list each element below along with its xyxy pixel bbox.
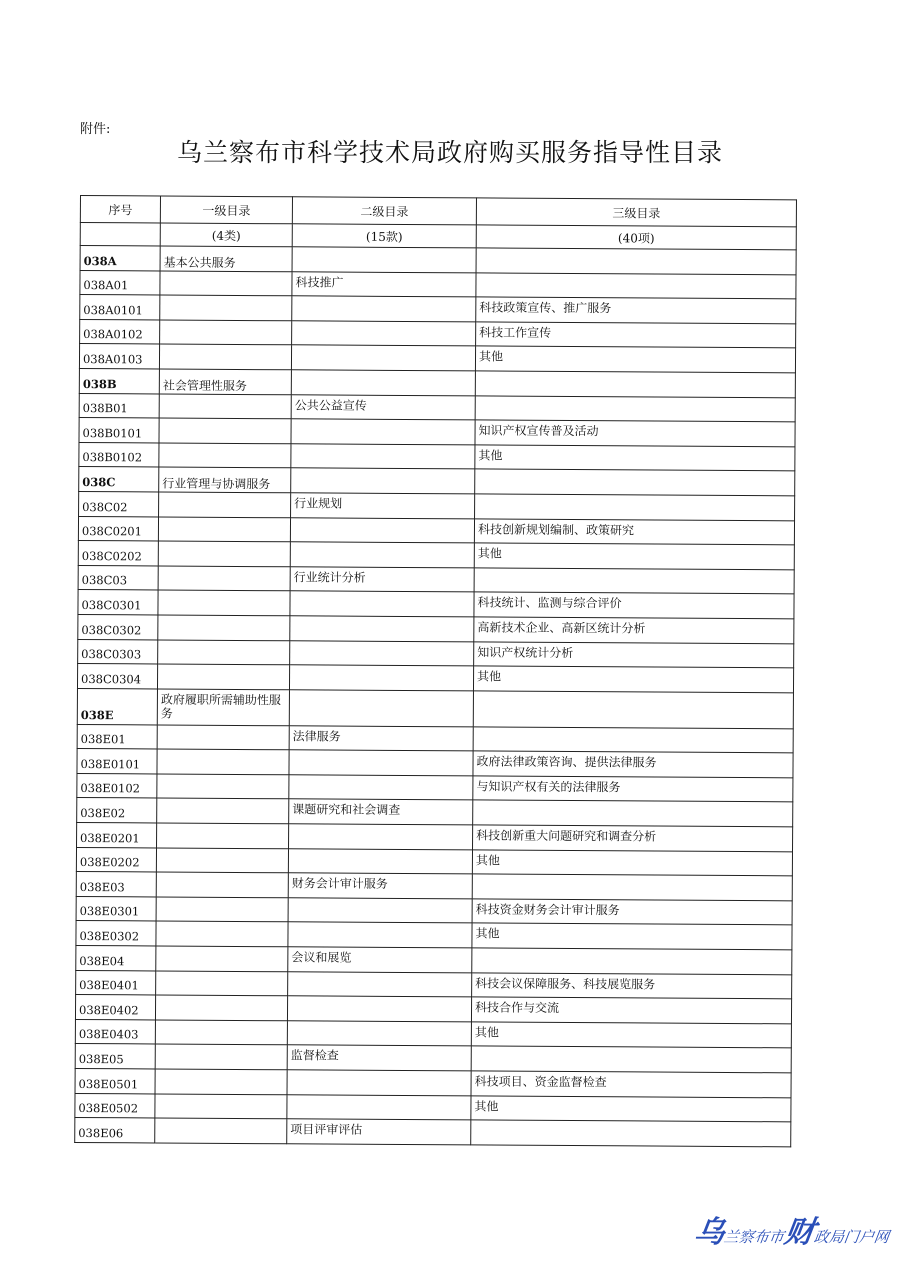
cell-code: 038E03	[76, 872, 156, 897]
cell-level3	[473, 800, 793, 827]
cell-level3	[473, 727, 793, 754]
cell-level3: 政府法律政策咨询、提供法律服务	[473, 751, 793, 778]
cell-level3: 科技创新规划编制、政策研究	[474, 518, 794, 545]
cell-level3	[473, 691, 793, 729]
header-level1-count: (4类)	[160, 223, 292, 247]
cell-code: 038E0102	[77, 773, 157, 798]
cell-level3: 科技会议保障服务、科技展览服务	[472, 973, 792, 1000]
table-row	[79, 368, 795, 397]
cell-code: 038C0202	[78, 541, 158, 566]
cell-level3	[472, 948, 792, 975]
cell-level1	[157, 725, 289, 750]
cell-level1: 行业管理与协调服务	[159, 467, 291, 492]
cell-level1	[160, 320, 292, 345]
cell-level2	[289, 824, 473, 850]
cell-level1	[158, 566, 290, 591]
cell-code: 038A0103	[79, 344, 159, 369]
cell-code: 038E01	[77, 724, 157, 749]
cell-code: 038B0102	[79, 442, 159, 467]
cell-level1	[157, 774, 289, 799]
watermark-text-2: 兰察布市	[722, 1228, 786, 1246]
cell-level3	[474, 568, 794, 595]
cell-code: 038E	[77, 688, 157, 724]
cell-level1	[158, 541, 290, 566]
table-header	[80, 196, 796, 250]
cell-level3: 高新技术企业、高新区统计分析	[474, 617, 794, 644]
cell-level1	[157, 664, 289, 689]
cell-level2	[290, 517, 474, 543]
table-row	[80, 246, 796, 275]
cell-code: 038A	[80, 246, 160, 271]
header-level3: 三级目录	[476, 198, 796, 227]
cell-level2	[292, 321, 476, 347]
cell-level3	[475, 371, 795, 398]
header-level2: 二级目录	[292, 197, 476, 225]
cell-level1: 基本公共服务	[160, 246, 292, 271]
header-level3-count: (40项)	[476, 225, 796, 250]
cell-level1	[156, 848, 288, 873]
cell-level3	[475, 494, 795, 521]
table-row	[77, 688, 793, 728]
cell-level2: 公共公益宣传	[291, 394, 475, 420]
table-row	[75, 1118, 791, 1147]
cell-code: 038B	[79, 368, 159, 393]
cell-level2: 行业规划	[291, 493, 475, 519]
cell-level2	[288, 971, 472, 997]
watermark-text-4: 政局门户网	[812, 1228, 891, 1246]
cell-level3: 其他	[471, 1095, 791, 1122]
cell-level1	[156, 921, 288, 946]
cell-code: 038C0302	[78, 614, 158, 639]
cell-level2	[290, 640, 474, 666]
cell-level1	[155, 1069, 287, 1094]
cell-level1	[159, 492, 291, 517]
cell-level3: 知识产权统计分析	[474, 641, 794, 668]
cell-code: 038E0501	[75, 1068, 155, 1093]
cell-level1	[158, 639, 290, 664]
cell-level1	[159, 344, 291, 369]
cell-level2: 课题研究和社会调查	[289, 799, 473, 825]
cell-level3: 科技创新重大问题研究和调查分析	[473, 825, 793, 852]
cell-level2	[289, 689, 473, 726]
cell-level1	[159, 443, 291, 468]
cell-level3	[476, 273, 796, 300]
watermark-char-3: 财	[782, 1215, 817, 1250]
cell-level2	[290, 616, 474, 642]
header-seq: 序号	[80, 196, 160, 223]
site-watermark	[692, 1207, 893, 1251]
cell-level2	[288, 922, 472, 948]
cell-level2: 行业统计分析	[290, 567, 474, 593]
cell-level2: 项目评审评估	[287, 1119, 471, 1145]
cell-level2	[289, 750, 473, 776]
cell-code: 038E0401	[76, 970, 156, 995]
cell-level2	[287, 1070, 471, 1096]
cell-level3	[471, 1046, 791, 1073]
cell-code: 038E0302	[76, 921, 156, 946]
cell-level1	[157, 823, 289, 848]
cell-level2	[287, 1021, 471, 1047]
cell-level3	[475, 395, 795, 422]
cell-code: 038E05	[75, 1044, 155, 1069]
cell-level3: 科技项目、资金监督检查	[471, 1071, 791, 1098]
cell-level1	[158, 517, 290, 542]
cell-level2	[291, 419, 475, 445]
cell-level2: 科技推广	[292, 271, 476, 297]
cell-level2	[287, 996, 471, 1022]
cell-code: 038E0101	[77, 749, 157, 774]
cell-level3	[471, 1120, 791, 1147]
cell-level3: 与知识产权有关的法律服务	[473, 776, 793, 803]
cell-level3: 其他	[475, 445, 795, 472]
cell-level2	[290, 542, 474, 568]
cell-level1	[156, 872, 288, 897]
cell-code: 038B01	[79, 393, 159, 418]
watermark-char-1: 乌	[692, 1215, 727, 1250]
cell-level3: 知识产权宣传普及活动	[475, 420, 795, 447]
table-row	[79, 467, 795, 496]
cell-level2	[290, 591, 474, 617]
cell-level3	[476, 248, 796, 275]
cell-level3: 其他	[472, 850, 792, 877]
cell-level3: 其他	[473, 666, 793, 693]
header-level2-count: (15款)	[292, 224, 476, 248]
cell-level1	[157, 749, 289, 774]
cell-level2	[291, 345, 475, 371]
cell-level1	[156, 897, 288, 922]
cell-level3: 其他	[474, 543, 794, 570]
cell-level2: 监督检查	[287, 1045, 471, 1071]
attachment-label: 附件:	[80, 122, 111, 137]
cell-code: 038E0403	[75, 1019, 155, 1044]
cell-level2	[292, 247, 476, 273]
table-body	[75, 246, 796, 1147]
cell-code: 038A0101	[80, 295, 160, 320]
cell-level2	[289, 775, 473, 801]
cell-level3: 科技合作与交流	[471, 997, 791, 1024]
cell-level1: 社会管理性服务	[159, 369, 291, 394]
cell-level1	[155, 995, 287, 1020]
cell-code: 038E04	[76, 946, 156, 971]
cell-level1	[156, 971, 288, 996]
cell-code: 038E0502	[75, 1093, 155, 1118]
cell-code: 038C02	[79, 491, 159, 516]
cell-level1	[158, 615, 290, 640]
cell-level2	[291, 370, 475, 396]
cell-level3: 科技统计、监测与综合评价	[474, 592, 794, 619]
cell-level2: 会议和展览	[288, 947, 472, 973]
cell-level2	[292, 296, 476, 322]
cell-level1: 政府履职所需辅助性服务	[157, 689, 289, 726]
cell-level2: 法律服务	[289, 725, 473, 751]
cell-code: 038C	[79, 467, 159, 492]
cell-level3	[475, 469, 795, 496]
cell-level2	[288, 898, 472, 924]
cell-level3: 科技工作宣传	[476, 322, 796, 349]
cell-level3: 其他	[475, 346, 795, 373]
cell-level1	[156, 946, 288, 971]
catalog-table	[74, 195, 797, 1147]
page-title: 乌兰察布市科学技术局政府购买服务指导性目录	[176, 138, 723, 167]
cell-code: 038C0304	[77, 664, 157, 689]
cell-level1	[158, 590, 290, 615]
cell-level2	[288, 848, 472, 874]
cell-level3: 其他	[472, 923, 792, 950]
cell-code: 038E0202	[76, 847, 156, 872]
cell-level1	[155, 1094, 287, 1119]
cell-code: 038C0303	[78, 639, 158, 664]
cell-level1	[155, 1044, 287, 1069]
cell-code: 038C0301	[78, 590, 158, 615]
cell-level3	[472, 874, 792, 901]
cell-level1	[160, 295, 292, 320]
cell-code: 038B0101	[79, 418, 159, 443]
cell-level2	[287, 1094, 471, 1120]
cell-level2	[291, 468, 475, 494]
header-level1: 一级目录	[160, 196, 292, 224]
cell-level2	[289, 665, 473, 691]
header-seq-blank	[80, 223, 160, 246]
cell-level1	[157, 798, 289, 823]
cell-level1	[155, 1118, 287, 1143]
cell-level1	[159, 418, 291, 443]
cell-level3: 科技政策宣传、推广服务	[476, 297, 796, 324]
cell-code: 038C0201	[78, 516, 158, 541]
cell-level3: 科技资金财务会计审计服务	[472, 899, 792, 926]
cell-code: 038C03	[78, 565, 158, 590]
cell-code: 038E02	[77, 798, 157, 823]
cell-code: 038E0301	[76, 896, 156, 921]
cell-code: 038A0102	[80, 319, 160, 344]
cell-level1	[155, 1020, 287, 1045]
cell-level2: 财务会计审计服务	[288, 873, 472, 899]
cell-code: 038A01	[80, 270, 160, 295]
cell-level1	[160, 271, 292, 296]
cell-code: 038E0402	[75, 995, 155, 1020]
cell-level3: 其他	[471, 1022, 791, 1049]
cell-level1	[159, 394, 291, 419]
cell-code: 038E06	[75, 1118, 155, 1143]
cell-code: 038E0201	[77, 823, 157, 848]
cell-level2	[291, 444, 475, 470]
